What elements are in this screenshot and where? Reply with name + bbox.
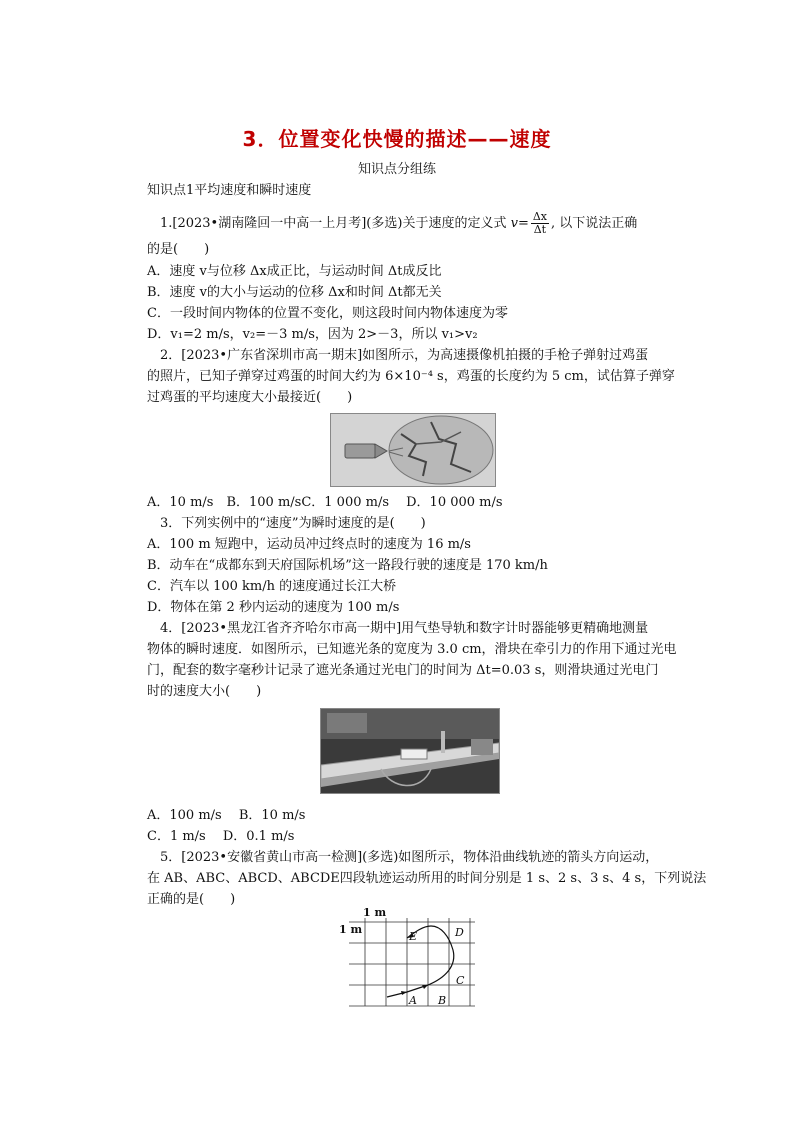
bullet-egg-illustration xyxy=(331,414,495,486)
grid-unit-left-label: 1 m xyxy=(339,923,363,936)
q3-option-a: A．100 m 短跑中，运动员冲过终点时的速度为 16 m/s xyxy=(147,537,471,552)
q1-equals: = xyxy=(517,216,529,232)
q1-stem xyxy=(160,211,637,236)
q1-option-d: D．v₁=2 m/s，v₂=－3 m/s，因为 2>－3，所以 v₁>v₂ xyxy=(147,327,478,342)
point-c-label: C xyxy=(456,974,465,987)
q4-stem-line-2: 物体的瞬时速度．如图所示，已知遮光条的宽度为 3.0 cm，滑块在牵引力的作用下通过光电 xyxy=(147,642,677,657)
q1-option-a: A．速度 v与位移 Δx成正比，与运动时间 Δt成反比 xyxy=(147,264,442,279)
point-b-label: B xyxy=(438,994,447,1007)
q1-fraction-denominator: Δt xyxy=(533,223,547,237)
q5-stem-line-1: 5．[2023•安徽省黄山市高一检测](多选)如图所示，物体沿曲线轨迹的箭头方向运动， xyxy=(160,850,659,865)
trajectory-grid-figure xyxy=(335,908,485,1012)
air-track-photo xyxy=(320,708,500,794)
q4-stem-line-4: 时的速度大小( ) xyxy=(147,684,262,699)
q3-option-b: B．动车在“成都东到天府国际机场”这一路段行驶的速度是 170 km/h xyxy=(147,558,548,573)
q1-stem-text: 1.[2023•湖南隆回一中高一上月考](多选)关于速度的定义式 xyxy=(160,216,511,232)
q4-stem-line-3: 门，配套的数字毫秒计记录了遮光条通过光电门的时间为 Δt=0.03 s，则滑块通过光电门 xyxy=(147,663,659,678)
q3-option-d: D．物体在第 2 秒内运动的速度为 100 m/s xyxy=(147,600,400,615)
point-e-label: E xyxy=(409,930,418,943)
bullet-egg-photo xyxy=(330,413,496,487)
q2-options: A．10 m/s B．100 m/sC．1 000 m/s D．10 000 m/s xyxy=(147,495,503,510)
q1-option-b: B．速度 v的大小与运动的位移 Δx和时间 Δt都无关 xyxy=(147,285,442,300)
q5-stem-line-3: 正确的是( ) xyxy=(147,892,236,907)
point-a-label: A xyxy=(409,994,417,1007)
section-group-heading: 知识点分组练 xyxy=(357,162,436,177)
q4-stem-line-1: 4．[2023•黑龙江省齐齐哈尔市高一期中]用气垫导轨和数字计时器能够更精确地测量 xyxy=(160,621,649,636)
q4-options-row-1: A．100 m/s B．10 m/s xyxy=(147,808,306,823)
q5-stem-line-2: 在 AB、ABC、ABCD、ABCDE四段轨迹运动所用的时间分别是 1 s、2 s、3 s、4 s，下列说法 xyxy=(147,871,707,886)
q2-stem-line-1: 2．[2023•广东省深圳市高一期末]如图所示，为高速摄像机拍摄的手枪子弹射过鸡蛋 xyxy=(160,348,649,363)
q2-stem-line-3: 过鸡蛋的平均速度大小最接近( ) xyxy=(147,390,353,405)
q1-option-c: C．一段时间内物体的位置不变化，则这段时间内物体速度为零 xyxy=(147,306,508,321)
q4-options-row-2: C．1 m/s D．0.1 m/s xyxy=(147,829,295,844)
q1-stem-cont: 的是( ) xyxy=(147,242,210,257)
q1-fraction xyxy=(531,211,549,236)
knowledge-point-heading: 知识点1平均速度和瞬时速度 xyxy=(147,183,312,198)
grid-unit-top-label: 1 m xyxy=(363,906,387,919)
page-title: 3．位置变化快慢的描述——速度 xyxy=(242,127,552,151)
q1-stem-text-end: , 以下说法正确 xyxy=(551,216,638,232)
point-d-label: D xyxy=(455,926,464,939)
q3-option-c: C．汽车以 100 km/h 的速度通过长江大桥 xyxy=(147,579,397,594)
q3-stem: 3．下列实例中的“速度”为瞬时速度的是( ) xyxy=(160,516,426,531)
q2-stem-line-2: 的照片，已知子弹穿过鸡蛋的时间大约为 6×10⁻⁴ s，鸡蛋的长度约为 5 cm，试估算子弹穿 xyxy=(147,369,675,384)
q1-v-symbol: v xyxy=(510,216,518,232)
q1-fraction-numerator: Δx xyxy=(532,210,547,223)
air-track-illustration xyxy=(321,709,499,793)
